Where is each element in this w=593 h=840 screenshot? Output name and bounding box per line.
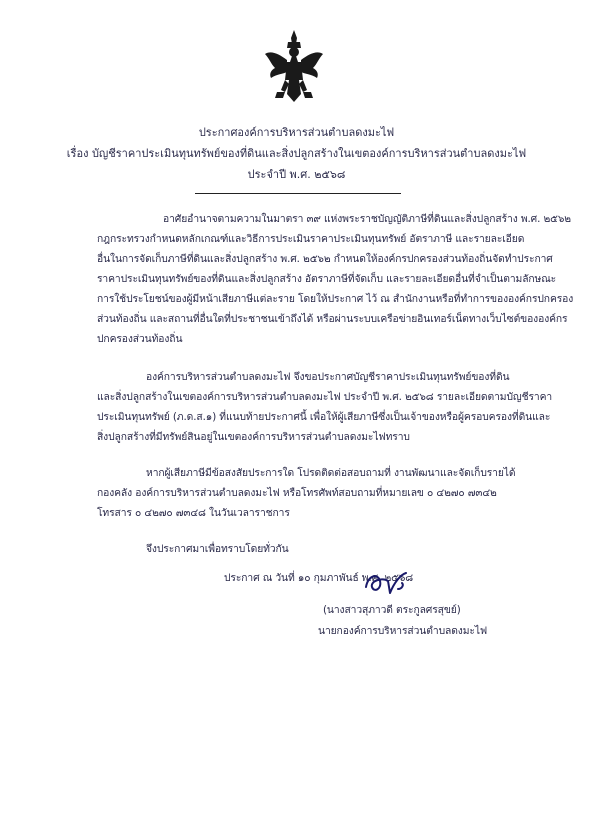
signatory-position: นายกองค์การบริหารส่วนตำบลดงมะไฟ — [318, 625, 488, 637]
signature — [360, 565, 415, 600]
garuda-emblem-icon — [263, 28, 325, 108]
paragraph1-line: ปกครองส่วนท้องถิ่น — [97, 333, 183, 345]
paragraph1-line: ส่วนท้องถิ่น และสถานที่อื่นใดที่ประชาชนเข้าถึงได้ หรือผ่านระบบเครือข่ายอินเทอร์เน็ตทางเว็บไซต์ขององค์กร — [97, 313, 568, 325]
signatory-name: (นางสาวสุภาวดี ตระกูลศรสุขย์) — [323, 604, 461, 616]
announcement-year: ประจำปี พ.ศ. ๒๕๖๘ — [247, 168, 346, 181]
paragraph3-line: กองคลัง องค์การบริหารส่วนตำบลดงมะไฟ หรือโทรศัพท์สอบถามที่หมายเลข ๐ ๔๒๗๐ ๗๓๔๒ — [97, 487, 497, 499]
paragraph1-line: อื่นในการจัดเก็บภาษีที่ดินและสิ่งปลูกสร้าง พ.ศ. ๒๕๖๒ กำหนดให้องค์กรปกครองส่วนท้องถิ่นจัดทำประกาศ — [97, 253, 553, 265]
paragraph3-line: หากผู้เสียภาษีมีข้อสงสัยประการใด โปรดติดต่อสอบถามที่ งานพัฒนาและจัดเก็บรายได้ — [146, 467, 516, 479]
title-divider — [195, 193, 401, 194]
paragraph3-line: โทรสาร ๐ ๔๒๗๐ ๗๓๔๘ ในวันเวลาราชการ — [97, 507, 290, 519]
announcement-title: ประกาศองค์การบริหารส่วนตำบลดงมะไฟ — [198, 126, 395, 139]
date-line: ประกาศ ณ วันที่ ๑๐ กุมภาพันธ์ พ.ศ. ๒๕๖๘ — [224, 572, 414, 584]
paragraph2-line: และสิ่งปลูกสร้างในเขตองค์การบริหารส่วนตำบลดงมะไฟ ประจำปี พ.ศ. ๒๕๖๘ รายละเอียดตามบัญชีราคา — [97, 391, 553, 403]
closing-text: จึงประกาศมาเพื่อทราบโดยทั่วกัน — [146, 543, 289, 555]
paragraph1-line: อาศัยอำนาจตามความในมาตรา ๓๙ แห่งพระราชบัญญัติภาษีที่ดินและสิ่งปลูกสร้าง พ.ศ. ๒๕๖๒ — [163, 213, 571, 225]
paragraph1-line: การใช้ประโยชน์ของผู้มีหน้าเสียภาษีแต่ละราย โดยให้ประกาศ ไว้ ณ สำนักงานหรือที่ทำการขององค์กรปกครอง — [97, 293, 574, 305]
paragraph2-line: องค์การบริหารส่วนตำบลดงมะไฟ จึงขอประกาศบัญชีราคาประเมินทุนทรัพย์ของที่ดิน — [146, 371, 510, 383]
paragraph1-line: ราคาประเมินทุนทรัพย์ของที่ดินและสิ่งปลูกสร้าง อัตราภาษีที่จัดเก็บ และรายละเอียดอื่นที่จำเป็นตามลักษณะ — [97, 273, 557, 285]
paragraph2-line: สิ่งปลูกสร้างที่มีทรัพย์สินอยู่ในเขตองค์การบริหารส่วนตำบลดงมะไฟทราบ — [97, 431, 410, 443]
announcement-subject: เรื่อง บัญชีราคาประเมินทุนทรัพย์ของที่ดินและสิ่งปลูกสร้างในเขตองค์การบริหารส่วนตำบลดงมะไฟ — [66, 147, 527, 160]
paragraph1-line: กฎกระทรวงกำหนดหลักเกณฑ์และวิธีการประเมินราคาประเมินทุนทรัพย์ อัตราภาษี และรายละเอียด — [97, 233, 525, 245]
paragraph2-line: ประเมินทุนทรัพย์ (ภ.ด.ส.๑) ที่แนบท้ายประกาศนี้ เพื่อให้ผู้เสียภาษีซึ่งเป็นเจ้าของหรือผู้ครอบครองที่ดินและ — [97, 411, 551, 423]
